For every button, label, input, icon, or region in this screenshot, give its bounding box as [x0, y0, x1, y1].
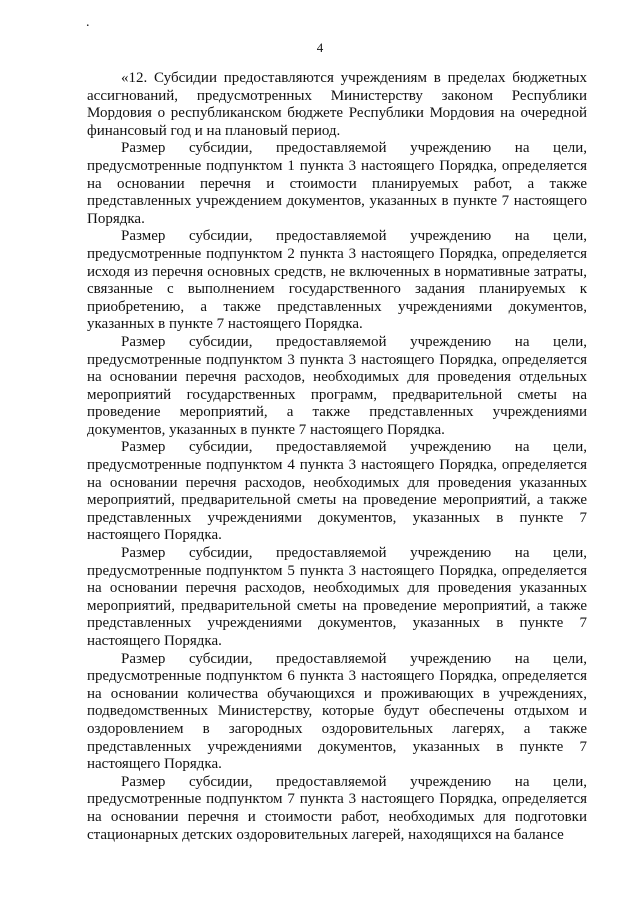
scan-mark: .	[86, 15, 90, 30]
paragraph-subpoint-1: Размер субсидии, предоставляемой учреждению на цели, предусмотренные подпунктом 1 пункта 3 настоящего Порядка, определяется на основании перечня и стоимости планируемых работ, а также представленных учреждением документов, указанных в пункте 7 настоящего Порядка.	[87, 140, 587, 227]
paragraph-subpoint-5: Размер субсидии, предоставляемой учреждению на цели, предусмотренные подпунктом 5 пункта 3 настоящего Порядка, определяется на основании перечня расходов, необходимых для проведения указанных мероприятий, предварительной сметы на проведение мероприятий, а также представленных учреждениями документов, указанных в пункте 7 настоящего Порядка.	[87, 545, 587, 649]
paragraph-subpoint-2: Размер субсидии, предоставляемой учреждению на цели, предусмотренные подпунктом 2 пункта 3 настоящего Порядка, определяется исходя из перечня основных средств, не включенных в нормативные затраты, связанные с выполнением государственного задания планируемых к приобретению, а также представленных учреждениями документов, указанных в пункте 7 настоящего Порядка.	[87, 228, 587, 333]
paragraph-12-intro: «12. Субсидии предоставляются учреждениям в пределах бюджетных ассигнований, предусмотренных Министерству законом Республики Мордовия о республиканском бюджете Республики Мордовия на очередной финансовый год и на плановый период.	[87, 70, 587, 139]
paragraph-subpoint-6: Размер субсидии, предоставляемой учреждению на цели, предусмотренные подпунктом 6 пункта 3 настоящего Порядка, определяется на основании количества обучающихся и проживающих в учреждениях, подведомственных Министерству, которые будут обеспечены отдыхом и оздоровлением в загородных оздоровительных лагерях, а также представленных учреждениями документов, указанных в пункте 7 настоящего Порядка.	[87, 650, 587, 773]
paragraph-subpoint-7: Размер субсидии, предоставляемой учреждению на цели, предусмотренные подпунктом 7 пункта 3 настоящего Порядка, определяется на основании перечня и стоимости работ, необходимых для подготовки стационарных детских оздоровительных лагерей, находящихся на балансе	[87, 773, 587, 843]
page-number: 4	[316, 40, 324, 55]
document-body	[87, 70, 587, 844]
paragraph-subpoint-4: Размер субсидии, предоставляемой учреждению на цели, предусмотренные подпунктом 4 пункта 3 настоящего Порядка, определяется на основании перечня расходов, необходимых для проведения указанных мероприятий, предварительной сметы на проведение мероприятий, а также представленных учреждениями документов, указанных в пункте 7 настоящего Порядка.	[87, 439, 587, 544]
paragraph-subpoint-3: Размер субсидии, предоставляемой учреждению на цели, предусмотренные подпунктом 3 пункта 3 настоящего Порядка, определяется на основании перечня расходов, необходимых для проведения отдельных мероприятий государственных программ, предварительной сметы на проведение мероприятий, а также представленных учреждениями документов, указанных в пункте 7 настоящего Порядка.	[87, 333, 587, 438]
